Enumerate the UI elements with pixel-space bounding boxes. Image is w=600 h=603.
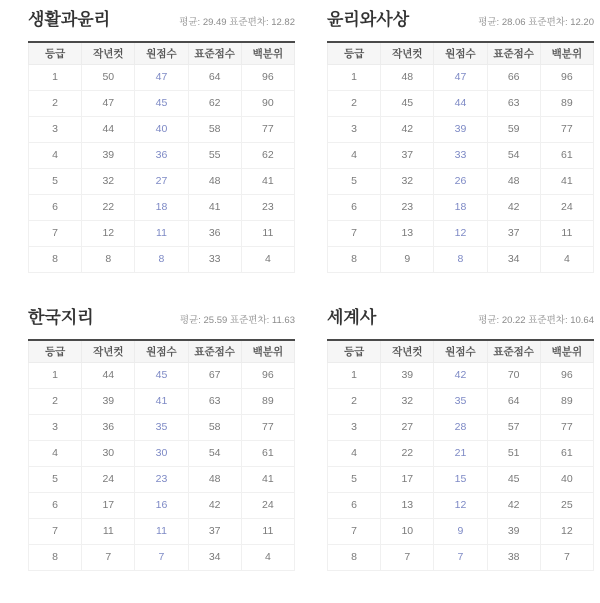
- value-cell: 51: [487, 440, 540, 466]
- value-cell: 21: [434, 440, 487, 466]
- value-cell: 38: [487, 544, 540, 570]
- value-cell: 96: [241, 64, 294, 90]
- table-row: [328, 142, 594, 168]
- value-cell: 8: [82, 246, 135, 272]
- grade-cut-table: [327, 41, 594, 273]
- column-header: 작년컷: [381, 340, 434, 362]
- column-header: 작년컷: [82, 340, 135, 362]
- value-cell: 11: [241, 220, 294, 246]
- value-cell: 8: [135, 246, 188, 272]
- value-cell: 40: [540, 466, 593, 492]
- value-cell: 36: [135, 142, 188, 168]
- section-ethics-and-thought: [327, 10, 594, 273]
- value-cell: 7: [82, 544, 135, 570]
- value-cell: 90: [241, 90, 294, 116]
- header-row: [328, 340, 594, 362]
- value-cell: 58: [188, 414, 241, 440]
- column-header: 원점수: [135, 340, 188, 362]
- value-cell: 45: [487, 466, 540, 492]
- table-row: [328, 440, 594, 466]
- section-korean-geography: [28, 308, 295, 571]
- section-header: [327, 308, 594, 328]
- value-cell: 61: [540, 142, 593, 168]
- grade-cell: 8: [29, 544, 82, 570]
- value-cell: 13: [381, 492, 434, 518]
- table-row: [328, 492, 594, 518]
- value-cell: 42: [487, 492, 540, 518]
- value-cell: 11: [82, 518, 135, 544]
- grade-cell: 6: [29, 492, 82, 518]
- table-row: [29, 246, 295, 272]
- subject-stats: 평균: 28.06 표준편차: 12.20: [478, 17, 594, 29]
- table-row: [328, 246, 594, 272]
- value-cell: 23: [135, 466, 188, 492]
- value-cell: 63: [487, 90, 540, 116]
- value-cell: 23: [381, 194, 434, 220]
- column-header: 표준점수: [188, 42, 241, 64]
- section-header: [28, 308, 295, 328]
- subject-stats: 평균: 25.59 표준편차: 11.63: [179, 315, 295, 327]
- table-row: [29, 440, 295, 466]
- table-row: [29, 116, 295, 142]
- value-cell: 62: [188, 90, 241, 116]
- grade-cell: 1: [29, 64, 82, 90]
- value-cell: 44: [434, 90, 487, 116]
- value-cell: 11: [540, 220, 593, 246]
- value-cell: 30: [135, 440, 188, 466]
- grade-cut-table: [28, 41, 295, 273]
- value-cell: 17: [82, 492, 135, 518]
- subject-title: 생활과윤리: [28, 10, 111, 29]
- value-cell: 16: [135, 492, 188, 518]
- grade-cell: 4: [29, 142, 82, 168]
- column-header: 표준점수: [487, 42, 540, 64]
- value-cell: 33: [188, 246, 241, 272]
- value-cell: 7: [135, 544, 188, 570]
- subject-stats: 평균: 20.22 표준편차: 10.64: [478, 315, 594, 327]
- value-cell: 35: [135, 414, 188, 440]
- value-cell: 41: [241, 466, 294, 492]
- value-cell: 7: [381, 544, 434, 570]
- table-row: [328, 414, 594, 440]
- table-row: [29, 90, 295, 116]
- value-cell: 32: [381, 388, 434, 414]
- table-row: [29, 492, 295, 518]
- value-cell: 41: [135, 388, 188, 414]
- value-cell: 47: [135, 64, 188, 90]
- value-cell: 44: [82, 362, 135, 388]
- value-cell: 25: [540, 492, 593, 518]
- grade-cut-table: [28, 339, 295, 571]
- value-cell: 77: [540, 414, 593, 440]
- section-world-history: [327, 308, 594, 571]
- value-cell: 39: [487, 518, 540, 544]
- table-row: [328, 64, 594, 90]
- value-cell: 48: [188, 168, 241, 194]
- table-row: [29, 362, 295, 388]
- value-cell: 27: [135, 168, 188, 194]
- section-header: [28, 10, 295, 30]
- table-row: [29, 220, 295, 246]
- column-header: 백분위: [241, 42, 294, 64]
- value-cell: 18: [135, 194, 188, 220]
- value-cell: 50: [82, 64, 135, 90]
- column-header: 원점수: [135, 42, 188, 64]
- table-row: [328, 168, 594, 194]
- value-cell: 28: [434, 414, 487, 440]
- grade-cell: 8: [29, 246, 82, 272]
- value-cell: 12: [82, 220, 135, 246]
- value-cell: 41: [540, 168, 593, 194]
- value-cell: 9: [434, 518, 487, 544]
- value-cell: 15: [434, 466, 487, 492]
- grade-cell: 5: [328, 168, 381, 194]
- section-header: [327, 10, 594, 30]
- column-header: 등급: [29, 340, 82, 362]
- table-row: [29, 544, 295, 570]
- table-row: [328, 362, 594, 388]
- value-cell: 39: [82, 388, 135, 414]
- value-cell: 12: [434, 492, 487, 518]
- grade-cell: 8: [328, 544, 381, 570]
- column-header: 원점수: [434, 42, 487, 64]
- table-row: [29, 142, 295, 168]
- column-header: 백분위: [540, 340, 593, 362]
- value-cell: 59: [487, 116, 540, 142]
- grade-cell: 3: [29, 414, 82, 440]
- value-cell: 48: [188, 466, 241, 492]
- grade-cell: 4: [29, 440, 82, 466]
- table-row: [29, 168, 295, 194]
- column-header: 표준점수: [487, 340, 540, 362]
- value-cell: 62: [241, 142, 294, 168]
- value-cell: 36: [82, 414, 135, 440]
- value-cell: 30: [82, 440, 135, 466]
- value-cell: 55: [188, 142, 241, 168]
- value-cell: 57: [487, 414, 540, 440]
- value-cell: 89: [540, 388, 593, 414]
- column-header: 등급: [29, 42, 82, 64]
- value-cell: 89: [241, 388, 294, 414]
- grade-cell: 1: [29, 362, 82, 388]
- value-cell: 41: [241, 168, 294, 194]
- value-cell: 23: [241, 194, 294, 220]
- value-cell: 34: [188, 544, 241, 570]
- value-cell: 7: [434, 544, 487, 570]
- value-cell: 8: [434, 246, 487, 272]
- value-cell: 44: [82, 116, 135, 142]
- value-cell: 32: [381, 168, 434, 194]
- column-header: 표준점수: [188, 340, 241, 362]
- column-header: 작년컷: [381, 42, 434, 64]
- value-cell: 22: [82, 194, 135, 220]
- value-cell: 33: [434, 142, 487, 168]
- table-row: [328, 220, 594, 246]
- value-cell: 27: [381, 414, 434, 440]
- grade-cell: 3: [328, 414, 381, 440]
- grade-cell: 7: [29, 518, 82, 544]
- grade-cell: 5: [29, 466, 82, 492]
- value-cell: 39: [82, 142, 135, 168]
- value-cell: 10: [381, 518, 434, 544]
- header-row: [29, 42, 295, 64]
- value-cell: 64: [188, 64, 241, 90]
- value-cell: 77: [540, 116, 593, 142]
- table-row: [29, 64, 295, 90]
- value-cell: 42: [381, 116, 434, 142]
- grade-cell: 7: [328, 220, 381, 246]
- value-cell: 36: [188, 220, 241, 246]
- table-row: [328, 194, 594, 220]
- grade-cell: 2: [328, 90, 381, 116]
- value-cell: 48: [487, 168, 540, 194]
- value-cell: 66: [487, 64, 540, 90]
- value-cell: 11: [135, 220, 188, 246]
- subject-title: 세계사: [327, 307, 377, 327]
- table-row: [328, 544, 594, 570]
- value-cell: 61: [540, 440, 593, 466]
- value-cell: 32: [82, 168, 135, 194]
- value-cell: 9: [381, 246, 434, 272]
- grade-cell: 7: [29, 220, 82, 246]
- grade-cell: 3: [328, 116, 381, 142]
- column-header: 원점수: [434, 340, 487, 362]
- table-row: [29, 518, 295, 544]
- value-cell: 70: [487, 362, 540, 388]
- value-cell: 7: [540, 544, 593, 570]
- header-row: [328, 42, 594, 64]
- value-cell: 64: [487, 388, 540, 414]
- grade-cell: 3: [29, 116, 82, 142]
- value-cell: 12: [434, 220, 487, 246]
- value-cell: 37: [381, 142, 434, 168]
- grade-cell: 4: [328, 440, 381, 466]
- grade-cell: 5: [29, 168, 82, 194]
- value-cell: 47: [82, 90, 135, 116]
- value-cell: 18: [434, 194, 487, 220]
- value-cell: 34: [487, 246, 540, 272]
- table-row: [328, 388, 594, 414]
- value-cell: 4: [540, 246, 593, 272]
- value-cell: 58: [188, 116, 241, 142]
- value-cell: 77: [241, 414, 294, 440]
- value-cell: 4: [241, 544, 294, 570]
- table-row: [29, 414, 295, 440]
- grade-cell: 6: [328, 194, 381, 220]
- value-cell: 24: [540, 194, 593, 220]
- value-cell: 12: [540, 518, 593, 544]
- value-cell: 45: [135, 90, 188, 116]
- value-cell: 96: [540, 362, 593, 388]
- subject-title: 윤리와사상: [327, 10, 410, 29]
- subject-title: 한국지리: [28, 307, 94, 327]
- value-cell: 41: [188, 194, 241, 220]
- value-cell: 40: [135, 116, 188, 142]
- column-header: 등급: [328, 340, 381, 362]
- table-row: [328, 518, 594, 544]
- grade-cell: 2: [29, 90, 82, 116]
- grade-cell: 6: [328, 492, 381, 518]
- column-header: 작년컷: [82, 42, 135, 64]
- value-cell: 77: [241, 116, 294, 142]
- value-cell: 54: [487, 142, 540, 168]
- value-cell: 45: [135, 362, 188, 388]
- value-cell: 11: [135, 518, 188, 544]
- value-cell: 37: [188, 518, 241, 544]
- value-cell: 24: [82, 466, 135, 492]
- value-cell: 24: [241, 492, 294, 518]
- grade-cut-table: [327, 339, 594, 571]
- value-cell: 13: [381, 220, 434, 246]
- table-row: [328, 116, 594, 142]
- value-cell: 39: [381, 362, 434, 388]
- value-cell: 96: [540, 64, 593, 90]
- value-cell: 63: [188, 388, 241, 414]
- value-cell: 45: [381, 90, 434, 116]
- value-cell: 67: [188, 362, 241, 388]
- table-row: [328, 90, 594, 116]
- grade-cell: 1: [328, 64, 381, 90]
- column-header: 백분위: [540, 42, 593, 64]
- value-cell: 11: [241, 518, 294, 544]
- header-row: [29, 340, 295, 362]
- table-row: [29, 194, 295, 220]
- table-row: [328, 466, 594, 492]
- value-cell: 47: [434, 64, 487, 90]
- table-row: [29, 466, 295, 492]
- grade-cell: 5: [328, 466, 381, 492]
- value-cell: 4: [241, 246, 294, 272]
- value-cell: 35: [434, 388, 487, 414]
- section-life-and-ethics: [28, 10, 295, 273]
- value-cell: 17: [381, 466, 434, 492]
- grade-cell: 7: [328, 518, 381, 544]
- column-header: 등급: [328, 42, 381, 64]
- value-cell: 37: [487, 220, 540, 246]
- grade-cell: 8: [328, 246, 381, 272]
- value-cell: 39: [434, 116, 487, 142]
- value-cell: 42: [434, 362, 487, 388]
- value-cell: 48: [381, 64, 434, 90]
- value-cell: 42: [487, 194, 540, 220]
- grade-cell: 4: [328, 142, 381, 168]
- grade-cell: 6: [29, 194, 82, 220]
- value-cell: 22: [381, 440, 434, 466]
- grade-cell: 2: [29, 388, 82, 414]
- value-cell: 61: [241, 440, 294, 466]
- value-cell: 96: [241, 362, 294, 388]
- value-cell: 54: [188, 440, 241, 466]
- value-cell: 42: [188, 492, 241, 518]
- grade-cell: 1: [328, 362, 381, 388]
- value-cell: 26: [434, 168, 487, 194]
- grade-cell: 2: [328, 388, 381, 414]
- column-header: 백분위: [241, 340, 294, 362]
- table-row: [29, 388, 295, 414]
- value-cell: 89: [540, 90, 593, 116]
- subject-stats: 평균: 29.49 표준편차: 12.82: [179, 17, 295, 29]
